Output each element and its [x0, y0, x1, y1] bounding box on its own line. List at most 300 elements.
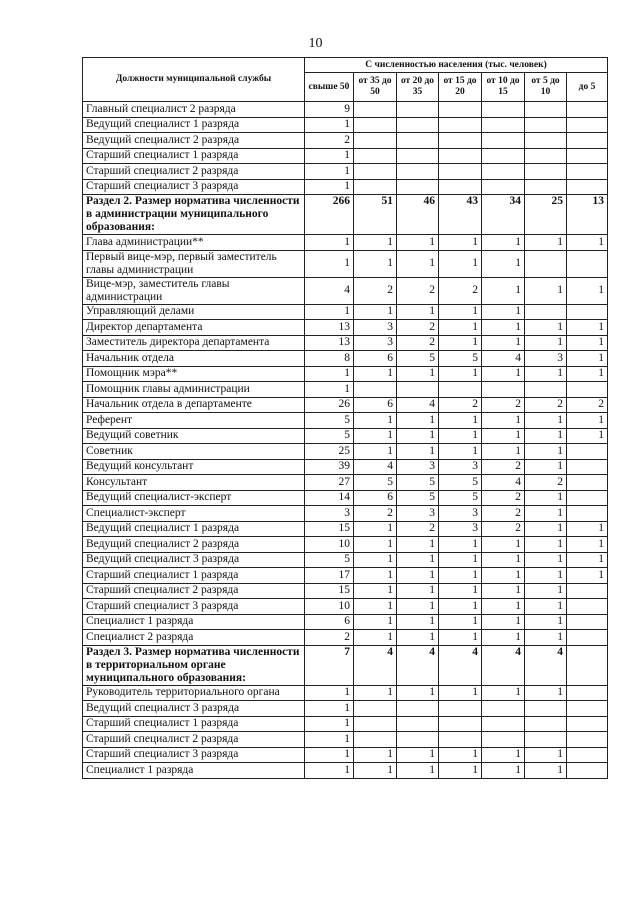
position-name: Ведущий специалист 1 разряда [83, 521, 305, 537]
count-cell: 1 [354, 568, 397, 584]
count-cell: 7 [305, 645, 354, 685]
count-cell: 1 [567, 413, 608, 429]
count-cell [439, 133, 482, 149]
count-cell: 1 [567, 277, 608, 304]
count-cell [397, 179, 439, 195]
count-cell [439, 179, 482, 195]
count-cell: 1 [305, 716, 354, 732]
count-cell: 1 [439, 235, 482, 251]
count-cell: 43 [439, 195, 482, 235]
count-cell: 1 [525, 235, 567, 251]
header-band: свыше 50 [305, 73, 354, 102]
count-cell [567, 630, 608, 646]
count-cell: 1 [397, 614, 439, 630]
count-cell: 27 [305, 475, 354, 491]
count-cell: 1 [354, 250, 397, 277]
count-cell: 1 [439, 568, 482, 584]
position-name: Начальник отдела [83, 351, 305, 367]
count-cell: 1 [439, 583, 482, 599]
position-name: Главный специалист 2 разряда [83, 102, 305, 118]
table-row [83, 428, 608, 444]
table-row [83, 506, 608, 522]
count-cell [567, 382, 608, 398]
position-name: Старший специалист 1 разряда [83, 148, 305, 164]
table-row [83, 235, 608, 251]
table-body [83, 102, 608, 779]
count-cell: 1 [525, 583, 567, 599]
table-row [83, 351, 608, 367]
count-cell [482, 382, 525, 398]
position-name: Старший специалист 2 разряда [83, 164, 305, 180]
count-cell [567, 747, 608, 763]
count-cell [567, 444, 608, 460]
count-cell: 4 [439, 645, 482, 685]
header-position: Должности муниципальной службы [83, 58, 305, 102]
count-cell: 17 [305, 568, 354, 584]
count-cell: 1 [525, 685, 567, 701]
table-row [83, 537, 608, 553]
count-cell: 1 [482, 277, 525, 304]
count-cell: 1 [525, 552, 567, 568]
count-cell [525, 304, 567, 320]
count-cell [354, 179, 397, 195]
count-cell: 1 [354, 521, 397, 537]
count-cell: 1 [525, 599, 567, 615]
count-cell: 4 [482, 351, 525, 367]
position-name: Помощник главы администрации [83, 382, 305, 398]
count-cell: 1 [354, 552, 397, 568]
count-cell: 1 [482, 366, 525, 382]
count-cell: 9 [305, 102, 354, 118]
count-cell: 1 [397, 428, 439, 444]
count-cell [567, 506, 608, 522]
table-row [83, 490, 608, 506]
count-cell: 1 [439, 366, 482, 382]
count-cell: 1 [567, 320, 608, 336]
count-cell: 1 [525, 444, 567, 460]
count-cell: 1 [397, 366, 439, 382]
count-cell [439, 148, 482, 164]
position-name: Заместитель директора департамента [83, 335, 305, 351]
count-cell [525, 133, 567, 149]
count-cell: 1 [525, 277, 567, 304]
header-band: от 10 до 15 [482, 73, 525, 102]
count-cell: 1 [567, 537, 608, 553]
count-cell: 1 [439, 685, 482, 701]
count-cell: 1 [305, 148, 354, 164]
count-cell [439, 716, 482, 732]
count-cell: 3 [305, 506, 354, 522]
position-name: Специалист 1 разряда [83, 614, 305, 630]
count-cell: 1 [439, 320, 482, 336]
count-cell: 4 [482, 475, 525, 491]
position-name: Начальник отдела в департаменте [83, 397, 305, 413]
count-cell [439, 701, 482, 717]
count-cell: 1 [439, 444, 482, 460]
table-row [83, 521, 608, 537]
count-cell: 4 [525, 645, 567, 685]
count-cell: 1 [305, 685, 354, 701]
count-cell: 1 [397, 747, 439, 763]
count-cell: 4 [397, 397, 439, 413]
count-cell [525, 716, 567, 732]
count-cell: 2 [482, 506, 525, 522]
count-cell [567, 583, 608, 599]
header-band: от 5 до 10 [525, 73, 567, 102]
table-row [83, 568, 608, 584]
count-cell: 1 [482, 583, 525, 599]
header-population-group: С численностью населения (тыс. человек) [305, 58, 608, 73]
count-cell [567, 701, 608, 717]
count-cell: 1 [525, 413, 567, 429]
count-cell [567, 685, 608, 701]
count-cell: 2 [567, 397, 608, 413]
table-row [83, 179, 608, 195]
count-cell [354, 102, 397, 118]
count-cell: 1 [482, 614, 525, 630]
count-cell: 2 [525, 397, 567, 413]
position-name: Ведущий специалист 3 разряда [83, 552, 305, 568]
count-cell: 1 [305, 164, 354, 180]
count-cell [482, 164, 525, 180]
count-cell: 46 [397, 195, 439, 235]
position-name: Ведущий специалист 1 разряда [83, 117, 305, 133]
position-name: Старший специалист 1 разряда [83, 568, 305, 584]
count-cell [397, 164, 439, 180]
count-cell: 1 [305, 732, 354, 748]
table-row [83, 133, 608, 149]
count-cell: 1 [397, 537, 439, 553]
count-cell: 1 [397, 304, 439, 320]
count-cell: 1 [482, 537, 525, 553]
count-cell: 1 [525, 459, 567, 475]
count-cell [525, 164, 567, 180]
count-cell: 2 [397, 335, 439, 351]
count-cell: 1 [354, 630, 397, 646]
count-cell: 2 [439, 277, 482, 304]
count-cell: 1 [482, 685, 525, 701]
position-name: Старший специалист 3 разряда [83, 747, 305, 763]
count-cell: 15 [305, 521, 354, 537]
position-name: Вице-мэр, заместитель главы администрации [83, 277, 305, 304]
count-cell: 1 [525, 335, 567, 351]
position-name: Специалист 1 разряда [83, 763, 305, 779]
count-cell: 3 [354, 320, 397, 336]
count-cell: 1 [397, 763, 439, 779]
count-cell: 3 [525, 351, 567, 367]
count-cell [567, 164, 608, 180]
count-cell: 1 [397, 444, 439, 460]
position-name: Референт [83, 413, 305, 429]
count-cell: 1 [567, 568, 608, 584]
count-cell: 1 [439, 413, 482, 429]
position-name: Старший специалист 1 разряда [83, 716, 305, 732]
header-band: от 35 до 50 [354, 73, 397, 102]
count-cell: 1 [305, 763, 354, 779]
count-cell: 1 [525, 320, 567, 336]
count-cell: 1 [567, 428, 608, 444]
count-cell: 2 [482, 397, 525, 413]
count-cell: 1 [525, 521, 567, 537]
position-name: Ведущий советник [83, 428, 305, 444]
count-cell: 1 [397, 413, 439, 429]
count-cell: 1 [305, 747, 354, 763]
count-cell: 1 [482, 335, 525, 351]
count-cell [439, 382, 482, 398]
position-name: Специалист-эксперт [83, 506, 305, 522]
count-cell [354, 133, 397, 149]
count-cell [397, 732, 439, 748]
count-cell [567, 459, 608, 475]
count-cell: 1 [305, 250, 354, 277]
count-cell: 1 [482, 428, 525, 444]
count-cell: 1 [439, 335, 482, 351]
count-cell [567, 599, 608, 615]
count-cell: 4 [482, 645, 525, 685]
count-cell: 14 [305, 490, 354, 506]
count-cell: 25 [305, 444, 354, 460]
count-cell: 1 [354, 747, 397, 763]
count-cell: 1 [525, 747, 567, 763]
count-cell: 5 [397, 490, 439, 506]
position-name: Ведущий специалист 2 разряда [83, 537, 305, 553]
count-cell: 1 [525, 568, 567, 584]
count-cell: 6 [305, 614, 354, 630]
count-cell: 1 [397, 568, 439, 584]
count-cell: 1 [525, 490, 567, 506]
count-cell: 1 [305, 179, 354, 195]
count-cell [482, 179, 525, 195]
table-row [83, 630, 608, 646]
count-cell: 6 [354, 490, 397, 506]
count-cell: 1 [482, 235, 525, 251]
table-row [83, 475, 608, 491]
count-cell [567, 133, 608, 149]
table-row [83, 732, 608, 748]
count-cell: 5 [397, 351, 439, 367]
count-cell: 4 [354, 645, 397, 685]
count-cell: 1 [397, 552, 439, 568]
count-cell [354, 716, 397, 732]
position-name: Директор департамента [83, 320, 305, 336]
count-cell [525, 732, 567, 748]
table-row [83, 250, 608, 277]
count-cell: 1 [482, 413, 525, 429]
count-cell: 1 [439, 614, 482, 630]
count-cell: 1 [354, 583, 397, 599]
position-name: Старший специалист 3 разряда [83, 599, 305, 615]
position-name: Первый вице-мэр, первый заместитель главы администрации [83, 250, 305, 277]
count-cell [567, 179, 608, 195]
count-cell [354, 148, 397, 164]
table-row [83, 382, 608, 398]
position-name: Ведущий специалист-эксперт [83, 490, 305, 506]
section-title: Раздел 2. Размер норматива численности в администрации муниципального образования: [83, 195, 305, 235]
count-cell: 2 [397, 277, 439, 304]
count-cell [354, 701, 397, 717]
header-band: до 5 [567, 73, 608, 102]
count-cell: 4 [354, 459, 397, 475]
table-row [83, 164, 608, 180]
count-cell [439, 732, 482, 748]
count-cell: 2 [354, 506, 397, 522]
count-cell: 1 [305, 366, 354, 382]
count-cell: 1 [354, 235, 397, 251]
count-cell [354, 382, 397, 398]
count-cell: 1 [354, 685, 397, 701]
count-cell [567, 304, 608, 320]
count-cell: 1 [439, 763, 482, 779]
table-row [83, 701, 608, 717]
count-cell: 8 [305, 351, 354, 367]
table-row [83, 614, 608, 630]
count-cell: 1 [567, 235, 608, 251]
count-cell: 1 [567, 366, 608, 382]
count-cell [525, 382, 567, 398]
table-row [83, 444, 608, 460]
count-cell: 15 [305, 583, 354, 599]
count-cell: 34 [482, 195, 525, 235]
table-row [83, 397, 608, 413]
position-name: Ведущий специалист 2 разряда [83, 133, 305, 149]
count-cell: 1 [567, 521, 608, 537]
count-cell: 2 [525, 475, 567, 491]
count-cell: 1 [482, 320, 525, 336]
count-cell: 1 [482, 763, 525, 779]
table-row [83, 763, 608, 779]
count-cell: 1 [482, 599, 525, 615]
count-cell: 5 [305, 428, 354, 444]
position-name: Глава администрации** [83, 235, 305, 251]
count-cell: 2 [482, 521, 525, 537]
count-cell: 1 [354, 428, 397, 444]
position-name: Консультант [83, 475, 305, 491]
section-title: Раздел 3. Размер норматива численности в территориальном органе муниципального образования: [83, 645, 305, 685]
count-cell: 1 [439, 630, 482, 646]
count-cell: 1 [439, 304, 482, 320]
count-cell: 1 [482, 568, 525, 584]
count-cell: 1 [354, 304, 397, 320]
count-cell: 13 [305, 320, 354, 336]
count-cell: 1 [439, 552, 482, 568]
count-cell [482, 133, 525, 149]
position-name: Помощник мэра** [83, 366, 305, 382]
count-cell: 1 [354, 537, 397, 553]
count-cell: 5 [305, 413, 354, 429]
count-cell [482, 701, 525, 717]
count-cell [482, 716, 525, 732]
table-row [83, 117, 608, 133]
count-cell: 3 [439, 459, 482, 475]
table-row [83, 552, 608, 568]
count-cell [525, 148, 567, 164]
count-cell: 1 [305, 117, 354, 133]
table-row [83, 747, 608, 763]
count-cell: 2 [354, 277, 397, 304]
count-cell [397, 117, 439, 133]
count-cell [525, 179, 567, 195]
count-cell: 1 [439, 599, 482, 615]
table-row [83, 716, 608, 732]
count-cell: 13 [305, 335, 354, 351]
count-cell [439, 102, 482, 118]
header-band: от 20 до 35 [397, 73, 439, 102]
count-cell: 1 [482, 747, 525, 763]
count-cell: 3 [439, 521, 482, 537]
count-cell [354, 164, 397, 180]
count-cell: 1 [354, 366, 397, 382]
count-cell [354, 732, 397, 748]
count-cell: 3 [354, 335, 397, 351]
count-cell: 1 [354, 763, 397, 779]
count-cell: 2 [482, 459, 525, 475]
count-cell: 1 [567, 335, 608, 351]
count-cell: 4 [305, 277, 354, 304]
table-row [83, 413, 608, 429]
count-cell: 51 [354, 195, 397, 235]
table-row [83, 685, 608, 701]
count-cell: 10 [305, 599, 354, 615]
count-cell: 1 [354, 444, 397, 460]
count-cell: 1 [525, 366, 567, 382]
count-cell: 1 [525, 506, 567, 522]
count-cell: 10 [305, 537, 354, 553]
count-cell: 1 [305, 382, 354, 398]
position-name: Ведущий специалист 3 разряда [83, 701, 305, 717]
count-cell: 1 [397, 685, 439, 701]
count-cell: 6 [354, 397, 397, 413]
count-cell [397, 716, 439, 732]
count-cell: 1 [397, 630, 439, 646]
count-cell [482, 102, 525, 118]
count-cell: 2 [482, 490, 525, 506]
count-cell: 1 [482, 552, 525, 568]
count-cell: 1 [525, 763, 567, 779]
count-cell [567, 102, 608, 118]
count-cell [567, 716, 608, 732]
table-row [83, 102, 608, 118]
position-name: Специалист 2 разряда [83, 630, 305, 646]
count-cell [397, 701, 439, 717]
count-cell [567, 490, 608, 506]
position-name: Управляющий делами [83, 304, 305, 320]
page-number: 10 [308, 36, 323, 51]
count-cell: 26 [305, 397, 354, 413]
count-cell: 5 [439, 475, 482, 491]
count-cell [482, 117, 525, 133]
count-cell: 3 [397, 506, 439, 522]
count-cell: 5 [439, 490, 482, 506]
count-cell: 1 [525, 630, 567, 646]
count-cell: 1 [305, 304, 354, 320]
position-name: Старший специалист 2 разряда [83, 732, 305, 748]
count-cell [567, 475, 608, 491]
position-name: Старший специалист 2 разряда [83, 583, 305, 599]
count-cell: 1 [305, 235, 354, 251]
count-cell: 1 [567, 552, 608, 568]
count-cell: 1 [482, 630, 525, 646]
table-row [83, 459, 608, 475]
count-cell [525, 102, 567, 118]
position-name: Ведущий консультант [83, 459, 305, 475]
count-cell: 5 [354, 475, 397, 491]
count-cell [439, 164, 482, 180]
count-cell: 1 [305, 701, 354, 717]
count-cell [567, 250, 608, 277]
count-cell [525, 117, 567, 133]
header-band: от 15 до 20 [439, 73, 482, 102]
count-cell: 6 [354, 351, 397, 367]
